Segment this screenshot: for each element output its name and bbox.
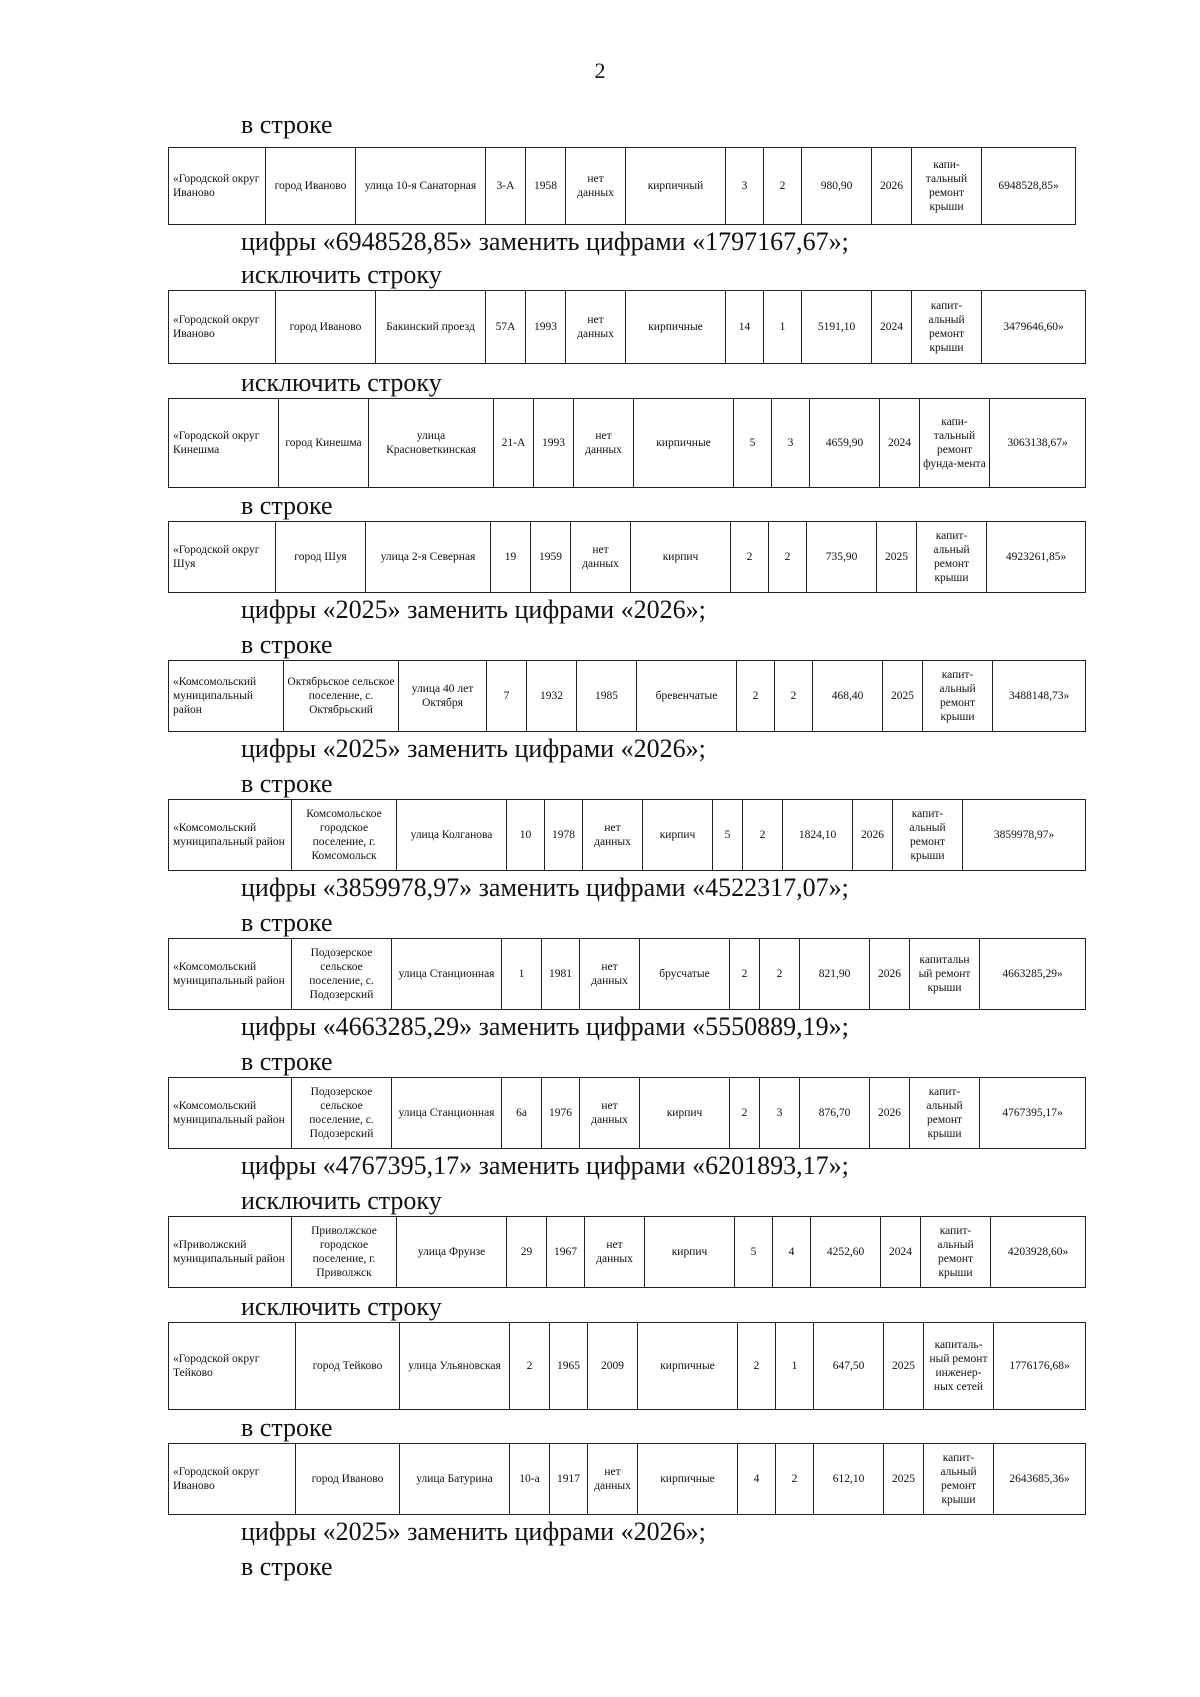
table-cell: нет данных xyxy=(585,1217,645,1288)
table-cell: «Комсомольский муниципальный район xyxy=(169,939,292,1010)
table-cell: капит-альный ремонт крыши xyxy=(893,800,963,871)
instruction-text: исключить строку xyxy=(241,260,442,289)
table-cell: 4252,60 xyxy=(811,1217,881,1288)
table-cell: 980,90 xyxy=(802,148,872,225)
table-cell: город Иваново xyxy=(276,291,376,364)
table-cell: 1993 xyxy=(534,399,574,488)
table-cell: Бакинский проезд xyxy=(376,291,486,364)
table-cell: нет данных xyxy=(574,399,634,488)
table-cell: капит-альный ремонт крыши xyxy=(912,291,982,364)
table-cell: 1 xyxy=(764,291,802,364)
table-row xyxy=(169,1078,1086,1149)
table-cell: улица Красноветкинская xyxy=(369,399,494,488)
instruction-text: исключить строку xyxy=(241,1186,442,1215)
table-cell: 468,40 xyxy=(813,661,883,732)
replacement-text: цифры «4767395,17» заменить цифрами «6201893,17»; xyxy=(241,1151,849,1180)
table-cell: 29 xyxy=(507,1217,547,1288)
table-cell: 2025 xyxy=(884,1444,924,1515)
table-cell: 2026 xyxy=(870,1078,910,1149)
table-row xyxy=(169,800,1086,871)
table-row xyxy=(169,148,1076,225)
table-cell: Комсомольское городское поселение, г. Комсомольск xyxy=(292,800,397,871)
table-cell: 2 xyxy=(760,939,800,1010)
table-cell: кирпич xyxy=(640,1078,730,1149)
table-cell: улица Ульяновская xyxy=(400,1323,510,1410)
table-cell: 4 xyxy=(738,1444,776,1515)
page-number: 2 xyxy=(594,58,606,83)
table-cell: Приволжское городское поселение, г. Приволжск xyxy=(292,1217,397,1288)
table-cell: улица 40 лет Октября xyxy=(399,661,487,732)
table-cell: 6948528,85» xyxy=(982,148,1076,225)
table-cell: 5 xyxy=(735,1217,773,1288)
table-cell: «Приволжский муниципальный район xyxy=(169,1217,292,1288)
table-cell: «Городской округ Иваново xyxy=(169,148,266,225)
table-cell: 3 xyxy=(726,148,764,225)
table-cell: 2 xyxy=(730,939,760,1010)
table-cell: город Иваново xyxy=(296,1444,400,1515)
instruction-text: в строке xyxy=(241,630,333,659)
table-cell: 14 xyxy=(726,291,764,364)
table-cell: 2 xyxy=(769,522,807,593)
data-table xyxy=(168,521,1086,593)
table-cell: улица Батурина xyxy=(400,1444,510,1515)
table-cell: 3859978,97» xyxy=(963,800,1086,871)
table-cell: нет данных xyxy=(566,291,626,364)
table-cell: 1976 xyxy=(542,1078,580,1149)
table-cell: 1958 xyxy=(526,148,566,225)
table-cell: 4659,90 xyxy=(810,399,880,488)
table-cell: 1 xyxy=(776,1323,814,1410)
table-cell: Октябрьское сельское поселение, с. Октябрьский xyxy=(284,661,399,732)
table-cell: кирпич xyxy=(643,800,713,871)
instruction-text: в строке xyxy=(241,1413,333,1442)
data-table xyxy=(168,799,1086,871)
table-cell: 57А xyxy=(486,291,526,364)
table-cell: брусчатые xyxy=(640,939,730,1010)
table-cell: 2025 xyxy=(877,522,917,593)
table-cell: «Городской округ Тейково xyxy=(169,1323,296,1410)
table-cell: 2026 xyxy=(872,148,912,225)
table-row xyxy=(169,291,1086,364)
instruction-text: в строке xyxy=(241,110,333,139)
table-cell: 1959 xyxy=(531,522,571,593)
table-cell: 735,90 xyxy=(807,522,877,593)
table-cell: 10 xyxy=(507,800,545,871)
table-cell: 2026 xyxy=(853,800,893,871)
table-cell: 3 xyxy=(772,399,810,488)
instruction-text: исключить строку xyxy=(241,1292,442,1321)
table-cell: кирпич xyxy=(631,522,731,593)
data-table xyxy=(168,1443,1086,1515)
table-cell: капи-тальный ремонт крыши xyxy=(912,148,982,225)
table-cell: 2024 xyxy=(880,399,920,488)
table-cell: улица Станционная xyxy=(392,939,502,1010)
table-cell: 612,10 xyxy=(814,1444,884,1515)
data-table xyxy=(168,938,1086,1010)
instruction-text: в строке xyxy=(241,908,333,937)
table-row xyxy=(169,1323,1086,1410)
table-cell: 3063138,67» xyxy=(990,399,1086,488)
table-cell: улица 2-я Северная xyxy=(366,522,491,593)
replacement-text: цифры «4663285,29» заменить цифрами «5550889,19»; xyxy=(241,1012,849,1041)
table-cell: «Городской округ Иваново xyxy=(169,1444,296,1515)
table-row xyxy=(169,1217,1086,1288)
table-cell: капитальн ый ремонт крыши xyxy=(910,939,980,1010)
table-cell: капиталь-ный ремонт инженер-ных сетей xyxy=(924,1323,994,1410)
table-cell: 647,50 xyxy=(814,1323,884,1410)
table-cell: капит-альный ремонт крыши xyxy=(917,522,987,593)
table-cell: 1965 xyxy=(550,1323,588,1410)
table-row xyxy=(169,522,1086,593)
table-cell: 876,70 xyxy=(800,1078,870,1149)
instruction-text: исключить строку xyxy=(241,368,442,397)
table-cell: 10-а xyxy=(510,1444,550,1515)
table-cell: 21-А xyxy=(494,399,534,488)
table-cell: улица Станционная xyxy=(392,1078,502,1149)
replacement-text: цифры «6948528,85» заменить цифрами «1797167,67»; xyxy=(241,227,849,256)
table-cell: 1824,10 xyxy=(783,800,853,871)
table-cell: 3-А xyxy=(486,148,526,225)
table-cell: 2 xyxy=(730,1078,760,1149)
table-cell: «Комсомольский муниципальный район xyxy=(169,661,284,732)
table-cell: кирпичные xyxy=(638,1323,738,1410)
table-cell: кирпичный xyxy=(626,148,726,225)
table-cell: нет данных xyxy=(580,1078,640,1149)
table-cell: кирпичные xyxy=(626,291,726,364)
data-table xyxy=(168,398,1086,488)
table-cell: 1981 xyxy=(542,939,580,1010)
table-cell: город Шуя xyxy=(276,522,366,593)
replacement-text: цифры «2025» заменить цифрами «2026»; xyxy=(241,1517,706,1546)
table-cell: 2 xyxy=(775,661,813,732)
table-cell: 6а xyxy=(502,1078,542,1149)
table-cell: 1932 xyxy=(527,661,577,732)
table-cell: 2024 xyxy=(881,1217,921,1288)
table-cell: нет данных xyxy=(580,939,640,1010)
table-cell: 7 xyxy=(487,661,527,732)
table-cell: капи-тальный ремонт фунда-мента xyxy=(920,399,990,488)
replacement-text: цифры «2025» заменить цифрами «2026»; xyxy=(241,734,706,763)
table-cell: улица Колганова xyxy=(397,800,507,871)
table-cell: 2 xyxy=(743,800,783,871)
table-cell: 2643685,36» xyxy=(994,1444,1086,1515)
table-cell: 5 xyxy=(734,399,772,488)
table-row xyxy=(169,939,1086,1010)
replacement-text: цифры «3859978,97» заменить цифрами «4522317,07»; xyxy=(241,873,849,902)
table-cell: 2024 xyxy=(872,291,912,364)
table-cell: 1985 xyxy=(577,661,637,732)
table-cell: 1978 xyxy=(545,800,583,871)
table-cell: 2025 xyxy=(883,661,923,732)
table-cell: «Комсомольский муниципальный район xyxy=(169,1078,292,1149)
table-cell: 821,90 xyxy=(800,939,870,1010)
table-cell: нет данных xyxy=(571,522,631,593)
table-cell: 5 xyxy=(713,800,743,871)
table-cell: капит-альный ремонт крыши xyxy=(921,1217,991,1288)
table-cell: 5191,10 xyxy=(802,291,872,364)
table-cell: 19 xyxy=(491,522,531,593)
table-cell: 4923261,85» xyxy=(987,522,1086,593)
table-cell: 2 xyxy=(764,148,802,225)
table-cell: 1776176,68» xyxy=(994,1323,1086,1410)
table-row xyxy=(169,399,1086,488)
table-cell: 2 xyxy=(737,661,775,732)
table-cell: город Тейково xyxy=(296,1323,400,1410)
data-table xyxy=(168,1322,1086,1410)
table-cell: город Иваново xyxy=(266,148,356,225)
table-cell: 2 xyxy=(776,1444,814,1515)
table-cell: «Комсомольский муниципальный район xyxy=(169,800,292,871)
table-cell: 2 xyxy=(731,522,769,593)
table-cell: улица 10-я Санаторная xyxy=(356,148,486,225)
table-cell: 1 xyxy=(502,939,542,1010)
table-cell: 3 xyxy=(760,1078,800,1149)
table-cell: Подозерское сельское поселение, с. Подозерский xyxy=(292,1078,392,1149)
table-cell: Подозерское сельское поселение, с. Подозерский xyxy=(292,939,392,1010)
table-cell: нет данных xyxy=(566,148,626,225)
table-cell: 3479646,60» xyxy=(982,291,1086,364)
table-cell: кирпичные xyxy=(638,1444,738,1515)
table-cell: «Городской округ Шуя xyxy=(169,522,276,593)
table-row xyxy=(169,1444,1086,1515)
table-cell: 4 xyxy=(773,1217,811,1288)
table-cell: 4767395,17» xyxy=(980,1078,1086,1149)
data-table xyxy=(168,1077,1086,1149)
table-cell: 1993 xyxy=(526,291,566,364)
table-cell: капит-альный ремонт крыши xyxy=(910,1078,980,1149)
replacement-text: цифры «2025» заменить цифрами «2026»; xyxy=(241,595,706,624)
data-table xyxy=(168,290,1086,364)
table-cell: кирпич xyxy=(645,1217,735,1288)
table-row xyxy=(169,661,1086,732)
table-cell: кирпичные xyxy=(634,399,734,488)
table-cell: 2 xyxy=(738,1323,776,1410)
table-cell: улица Фрунзе xyxy=(397,1217,507,1288)
instruction-text: в строке xyxy=(241,769,333,798)
table-cell: 4203928,60» xyxy=(991,1217,1086,1288)
instruction-text: в строке xyxy=(241,1047,333,1076)
table-cell: бревенчатые xyxy=(637,661,737,732)
instruction-text: в строке xyxy=(241,491,333,520)
table-cell: 2 xyxy=(510,1323,550,1410)
table-cell: капит-альный ремонт крыши xyxy=(923,661,993,732)
table-cell: 2025 xyxy=(884,1323,924,1410)
table-cell: «Городской округ Иваново xyxy=(169,291,276,364)
table-cell: 2009 xyxy=(588,1323,638,1410)
table-cell: капит-альный ремонт крыши xyxy=(924,1444,994,1515)
table-cell: 2026 xyxy=(870,939,910,1010)
table-cell: нет данных xyxy=(583,800,643,871)
table-cell: 3488148,73» xyxy=(993,661,1086,732)
table-cell: город Кинешма xyxy=(279,399,369,488)
data-table xyxy=(168,147,1076,225)
table-cell: «Городской округ Кинешма xyxy=(169,399,279,488)
table-cell: 1967 xyxy=(547,1217,585,1288)
data-table xyxy=(168,660,1086,732)
table-cell: нет данных xyxy=(588,1444,638,1515)
table-cell: 4663285,29» xyxy=(980,939,1086,1010)
trailing-instruction: в строке xyxy=(241,1552,333,1581)
table-cell: 1917 xyxy=(550,1444,588,1515)
data-table xyxy=(168,1216,1086,1288)
